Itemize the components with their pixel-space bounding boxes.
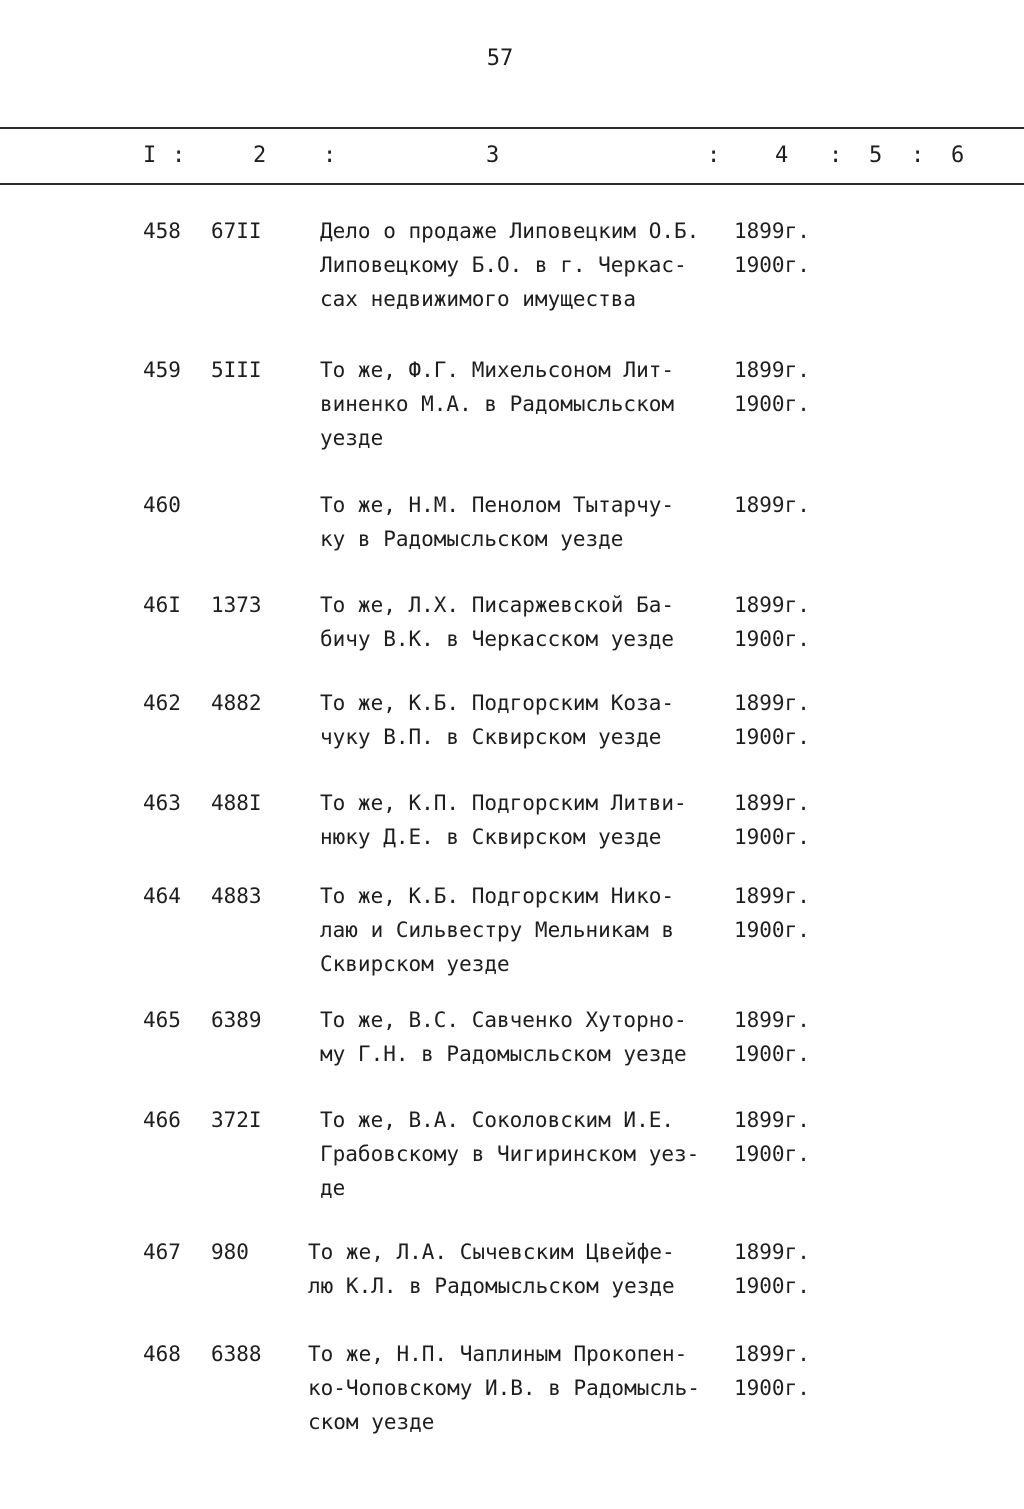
description-line: лаю и Сильвестру Мельникам в (320, 918, 675, 942)
description-line: де (320, 1176, 346, 1200)
description-line: Сквирском уезде (320, 952, 510, 976)
description-line: То же, Ф.Г. Михельсоном Лит- (320, 358, 675, 382)
description-line: уезде (320, 426, 384, 450)
description-line: сах недвижимого имущества (320, 287, 637, 311)
date-line: 1899г. (734, 791, 810, 815)
date-range (734, 1337, 810, 1405)
file-number: 67II (211, 219, 262, 243)
row-number: 468 (143, 1342, 181, 1366)
date-line: 1900г. (734, 392, 810, 416)
date-line: 1899г. (734, 1108, 810, 1132)
column-separator: : (707, 143, 721, 168)
date-line: 1900г. (734, 1142, 810, 1166)
column-separator: : (323, 143, 337, 168)
description-line: То же, Л.Х. Писаржевской Ба- (320, 593, 675, 617)
case-description (320, 488, 674, 556)
description-line: То же, К.Б. Подгорским Нико- (320, 884, 675, 908)
case-description (320, 879, 674, 981)
case-description (320, 588, 674, 656)
row-number: 466 (143, 1108, 181, 1132)
column-header-3: 3 (486, 143, 500, 168)
description-line: ском уезде (308, 1410, 435, 1434)
column-header-6: 6 (951, 143, 965, 168)
description-line: чуку В.П. в Сквирском уезде (320, 725, 662, 749)
date-line: 1900г. (734, 725, 810, 749)
date-range (734, 214, 810, 282)
row-number: 463 (143, 791, 181, 815)
header-bottom-rule (0, 183, 1024, 185)
description-line: Липовецкому Б.О. в г. Черкас- (320, 253, 687, 277)
row-number: 464 (143, 884, 181, 908)
file-number: 6388 (211, 1342, 262, 1366)
case-description (320, 353, 674, 455)
date-line: 1899г. (734, 1008, 810, 1032)
header-top-rule (0, 127, 1024, 129)
date-range (734, 1003, 810, 1071)
column-separator: : (172, 143, 186, 168)
case-description (320, 214, 699, 316)
file-number: 6389 (211, 1008, 262, 1032)
date-line: 1899г. (734, 493, 810, 517)
description-line: виненко М.А. в Радомысльском (320, 392, 675, 416)
date-line: 1900г. (734, 1274, 810, 1298)
column-header-5: 5 (869, 143, 883, 168)
file-number: 980 (211, 1240, 249, 1264)
description-line: Грабовскому в Чигиринском уез- (320, 1142, 700, 1166)
file-number: 372I (211, 1108, 262, 1132)
row-number: 467 (143, 1240, 181, 1264)
column-header-1: I (143, 143, 157, 168)
column-separator: : (911, 143, 925, 168)
file-number: 1373 (211, 593, 262, 617)
date-line: 1900г. (734, 253, 810, 277)
date-line: 1900г. (734, 918, 810, 942)
date-line: 1900г. (734, 1376, 810, 1400)
row-number: 458 (143, 219, 181, 243)
column-header-4: 4 (775, 143, 789, 168)
row-number: 462 (143, 691, 181, 715)
description-line: лю К.Л. в Радомысльском уезде (308, 1274, 675, 1298)
date-range (734, 353, 810, 421)
date-range (734, 879, 810, 947)
file-number: 5III (211, 358, 262, 382)
date-line: 1899г. (734, 358, 810, 382)
date-line: 1899г. (734, 219, 810, 243)
description-line: му Г.Н. в Радомысльском уезде (320, 1042, 687, 1066)
description-line: То же, К.Б. Подгорским Коза- (320, 691, 675, 715)
row-number: 46I (143, 593, 181, 617)
date-range (734, 786, 810, 854)
case-description (320, 1003, 687, 1071)
description-line: ко-Чоповскому И.В. в Радомысль- (308, 1376, 700, 1400)
date-range (734, 1235, 810, 1303)
date-line: 1899г. (734, 1240, 810, 1264)
case-description (320, 1103, 699, 1205)
row-number: 465 (143, 1008, 181, 1032)
date-range (734, 488, 810, 522)
case-description (320, 686, 674, 754)
page-number: 57 (486, 46, 514, 71)
date-line: 1899г. (734, 884, 810, 908)
date-range (734, 686, 810, 754)
date-line: 1900г. (734, 627, 810, 651)
row-number: 460 (143, 493, 181, 517)
description-line: бичу В.К. в Черкасском уезде (320, 627, 675, 651)
file-number: 488I (211, 791, 262, 815)
description-line: Дело о продаже Липовецким О.Б. (320, 219, 700, 243)
date-range (734, 1103, 810, 1171)
description-line: То же, Н.П. Чаплиным Прокопен- (308, 1342, 688, 1366)
case-description (320, 786, 687, 854)
row-number: 459 (143, 358, 181, 382)
date-line: 1899г. (734, 593, 810, 617)
date-line: 1899г. (734, 691, 810, 715)
description-line: То же, Н.М. Пенолом Тытарчу- (320, 493, 675, 517)
date-line: 1900г. (734, 825, 810, 849)
description-line: нюку Д.Е. в Сквирском уезде (320, 825, 662, 849)
description-line: То же, К.П. Подгорским Литви- (320, 791, 687, 815)
file-number: 4883 (211, 884, 262, 908)
case-description (308, 1337, 700, 1439)
file-number: 4882 (211, 691, 262, 715)
date-line: 1899г. (734, 1342, 810, 1366)
column-separator: : (829, 143, 843, 168)
column-header-2: 2 (253, 143, 267, 168)
description-line: То же, В.С. Савченко Хуторно- (320, 1008, 687, 1032)
description-line: То же, Л.А. Сычевским Цвейфе- (308, 1240, 675, 1264)
description-line: ку в Радомысльском уезде (320, 527, 624, 551)
date-range (734, 588, 810, 656)
description-line: То же, В.А. Соколовским И.Е. (320, 1108, 675, 1132)
date-line: 1900г. (734, 1042, 810, 1066)
case-description (308, 1235, 675, 1303)
